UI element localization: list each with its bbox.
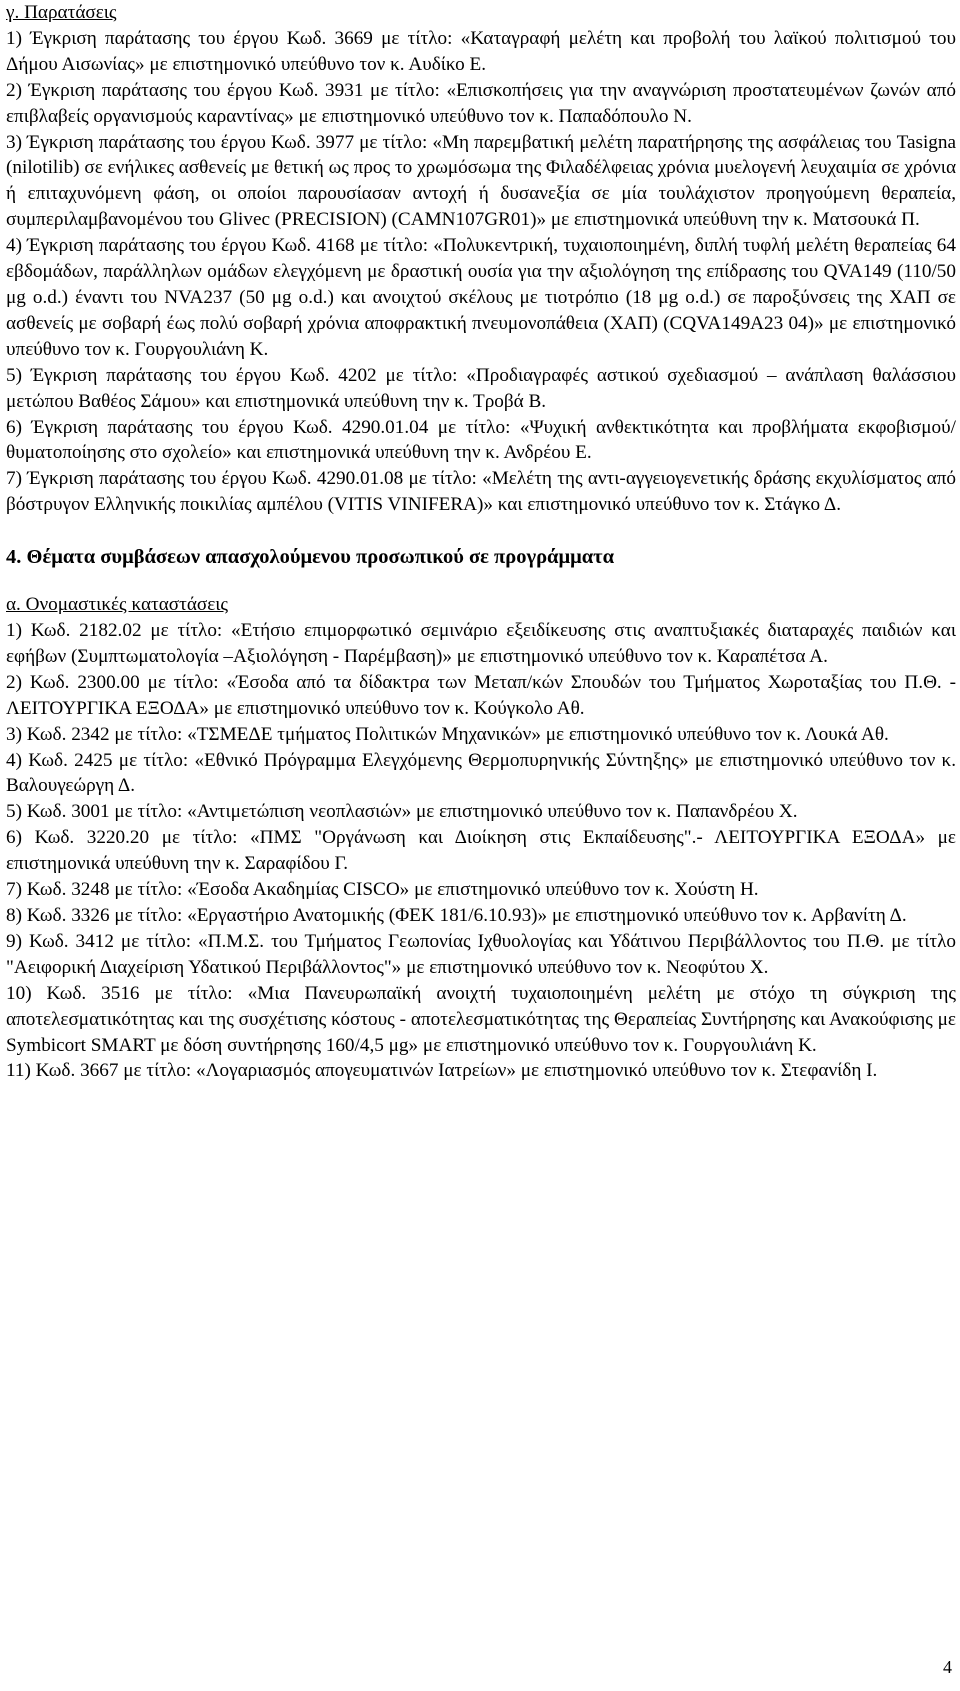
page-number: 4: [943, 1657, 952, 1677]
document-page: [6, 0, 956, 1084]
nominal-item-3: 3) Κωδ. 2342 με τίτλο: «ΤΣΜΕΔΕ τμήματος Πολιτικών Μηχανικών» με επιστημονικό υπεύθυνο τον κ. Λουκά Αθ.: [6, 723, 889, 745]
extension-item-2: 2) Έγκριση παράτασης του έργου Κωδ. 3931 με τίτλο: «Επισκοπήσεις για την αναγνώριση προστατευμένων ζωνών από επιβλαβείς οργανισμούς καραντίνας» με επιστημονικό υπεύθυνο τον κ. Παπαδόπουλο Ν.: [6, 79, 956, 127]
extension-item-6: 6) Έγκριση παράτασης του έργου Κωδ. 4290.01.04 με τίτλο: «Ψυχική ανθεκτικότητα και προβλήματα εκφοβισμού/ θυματοποίησης στο σχολείο» και επιστημονικά υπεύθυνη την κ. Ανδρέου Ε.: [6, 416, 956, 464]
nominal-item-2: 2) Κωδ. 2300.00 με τίτλο: «Έσοδα από τα δίδακτρα των Μεταπ/κών Σπουδών του Τμήματος Χωροταξίας του Π.Θ. - ΛΕΙΤΟΥΡΓΙΚΑ ΕΞΟΔΑ» με επιστημονικό υπεύθυνο τον κ. Κούγκολο Αθ.: [6, 671, 956, 719]
extensions-heading: γ. Παρατάσεις: [6, 2, 117, 23]
section-4-heading: 4. Θέματα συμβάσεων απασχολούμενου προσωπικού σε προγράμματα: [6, 546, 615, 569]
nominal-item-9: 9) Κωδ. 3412 με τίτλο: «Π.Μ.Σ. του Τμήματος Γεωπονίας Ιχθυολογίας και Υδάτινου Περιβάλλοντος του Π.Θ. με τίτλο "Αειφορική Διαχείριση Υδατικού Περιβάλλοντος"» με επιστημονικό υπεύθυνο τον κ. Νεοφύτου Χ.: [6, 930, 956, 978]
nominal-item-4: 4) Κωδ. 2425 με τίτλο: «Εθνικό Πρόγραμμα Ελεγχόμενης Θερμοπυρηνικής Σύντηξης» με επιστημονικό υπεύθυνο τον κ. Βαλουγεώργη Δ.: [6, 749, 956, 797]
extension-item-7: 7) Έγκριση παράτασης του έργου Κωδ. 4290.01.08 με τίτλο: «Μελέτη της αντι-αγγειογενετικής δράσης εκχυλίσματος από βόστρυγον Ελληνικής ποικιλίας αμπέλου (VITIS VINIFERA)» και επιστημονικό υπεύθυνο τον κ. Στάγκο Δ.: [6, 468, 956, 516]
extension-item-1: 1) Έγκριση παράτασης του έργου Κωδ. 3669 με τίτλο: «Καταγραφή μελέτη και προβολή του λαϊκού πολιτισμού του Δήμου Αισωνίας» με επιστημονικό υπεύθυνο τον κ. Αυδίκο Ε.: [6, 27, 956, 75]
nominal-item-11: 11) Κωδ. 3667 με τίτλο: «Λογαριασμός απογευματινών Ιατρείων» με επιστημονικό υπεύθυνο τον κ. Στεφανίδη Ι.: [6, 1060, 878, 1082]
nominal-item-1: 1) Κωδ. 2182.02 με τίτλο: «Ετήσιο επιμορφωτικό σεμινάριο εξειδίκευσης στις αναπτυξιακές διαταραχές παιδιών και εφήβων (Συμπτωματολογία –Αξιολόγηση - Παρέμβαση)» με επιστημονικό υπεύθυνο τον κ. Καραπέτσα Α.: [6, 620, 956, 667]
nominal-lists-heading: α. Ονομαστικές καταστάσεις: [6, 594, 229, 616]
nominal-item-7: 7) Κωδ. 3248 με τίτλο: «Έσοδα Ακαδημίας CISCO» με επιστημονικό υπεύθυνο τον κ. Χούστη Η.: [6, 879, 759, 901]
extension-item-4: 4) Έγκριση παράτασης του έργου Κωδ. 4168 με τίτλο: «Πολυκεντρική, τυχαιοποιημένη, διπλή τυφλή μελέτη θεραπείας 64 εβδομάδων, παράλληλων ομάδων ελεγχόμενη με δραστική ουσία για την αξιολόγηση της επίδρασης του QVA149 (110/50 μg o.d.) έναντι του NVA237 (50 μg o.d.) και ανοιχτού σκέλους με τιοτρόπιο (18 μg o.d.) σε παροξύνσεις της ΧΑΠ σε ασθενείς με σοβαρή έως πολύ σοβαρή χρόνια αποφρακτική πνευμονοπάθεια (ΧΑΠ) (CQVA149A23 04)» με επιστημονικό υπεύθυνο τον κ. Γουργουλιάνη Κ.: [6, 235, 956, 360]
extension-item-3: 3) Έγκριση παράτασης του έργου Κωδ. 3977 με τίτλο: «Μη παρεμβατική μελέτη παρατήρησης της ασφάλειας του Tasigna (nilotilib) σε ενήλικες ασθενείς με θετική ως προς το χρωμόσωμα της Φιλαδέλφειας χρόνια μυελογενή λευχαιμία σε χρόνια ή επιταχυνόμενη φάση, οι οποίοι παρουσίασαν αντοχή ή δυσανεξία σε μία τουλάχιστον προηγούμενη θεραπεία, συμπεριλαμβανομένου του Glivec (PRECISION) (CAMN107GR01)» με επιστημονικά υπεύθυνη την κ. Ματσουκά Π.: [6, 131, 956, 231]
nominal-item-10: 10) Κωδ. 3516 με τίτλο: «Μια Πανευρωπαϊκή ανοιχτή τυχαιοποιημένη μελέτη με στόχο τη σύγκριση της αποτελεσματικότητας και της συσχέτισης κόστους - αποτελεσματικότητας της Θεραπείας Συντήρησης και Ανακούφισης με Symbicort SMART με δόση συντήρησης 160/4,5 μg» με επιστημονικό υπεύθυνο τον κ. Γουργουλιάνη Κ.: [6, 982, 956, 1056]
extension-item-5: 5) Έγκριση παράτασης του έργου Κωδ. 4202 με τίτλο: «Προδιαγραφές αστικού σχεδιασμού – ανάπλαση θαλάσσιου μετώπου Βαθέος Σάμου» και επιστημονικά υπεύθυνη την κ. Τροβά Β.: [6, 364, 956, 412]
nominal-item-8: 8) Κωδ. 3326 με τίτλο: «Εργαστήριο Ανατομικής (ΦΕΚ 181/6.10.93)» με επιστημονικό υπεύθυνο τον κ. Αρβανίτη Δ.: [6, 905, 907, 926]
nominal-item-5: 5) Κωδ. 3001 με τίτλο: «Αντιμετώπιση νεοπλασιών» με επιστημονικό υπεύθυνο τον κ. Παπανδρέου Χ.: [6, 801, 798, 823]
nominal-item-6: 6) Κωδ. 3220.20 με τίτλο: «ΠΜΣ "Οργάνωση και Διοίκηση στις Εκπαίδευσης".- ΛΕΙΤΟΥΡΓΙΚΑ ΕΞΟΔΑ» με επιστημονικά υπεύθυνη την κ. Σαραφίδου Γ.: [6, 827, 956, 875]
